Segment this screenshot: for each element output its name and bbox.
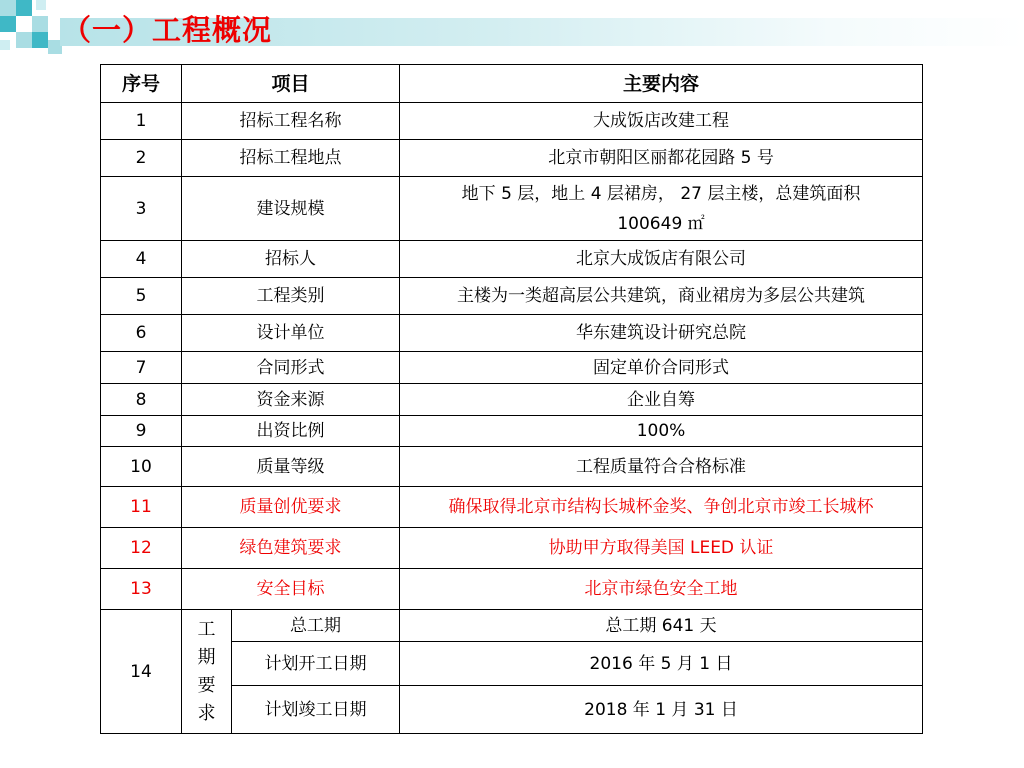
row-item: 出资比例 — [182, 416, 400, 447]
row-item: 招标工程地点 — [182, 140, 400, 177]
project-overview-table — [100, 64, 923, 734]
row-item: 合同形式 — [182, 352, 400, 384]
row-content: 华东建筑设计研究总院 — [400, 315, 923, 352]
table-row-schedule — [101, 610, 923, 642]
table-header-row — [101, 65, 923, 103]
row-content: 北京市朝阳区丽都花园路 5 号 — [400, 140, 923, 177]
title-number: 一 — [92, 13, 123, 47]
row-content: 100% — [400, 416, 923, 447]
header-content: 主要内容 — [400, 65, 923, 103]
row-content: 北京市绿色安全工地 — [400, 569, 923, 610]
row-content: 北京大成饭店有限公司 — [400, 241, 923, 278]
table-row — [101, 352, 923, 384]
table-row — [101, 103, 923, 140]
row-item: 安全目标 — [182, 569, 400, 610]
row-content — [400, 177, 923, 241]
row-no: 13 — [101, 569, 182, 610]
row-content: 2016 年 5 月 1 日 — [400, 642, 923, 686]
title-bracket-close: ） — [122, 13, 153, 47]
row-item: 设计单位 — [182, 315, 400, 352]
row-content: 总工期 641 天 — [400, 610, 923, 642]
row-no: 1 — [101, 103, 182, 140]
row-content: 2018 年 1 月 31 日 — [400, 686, 923, 734]
row-item: 质量等级 — [182, 447, 400, 487]
table-row-highlighted — [101, 569, 923, 610]
row-no: 14 — [101, 610, 182, 734]
row-item: 绿色建筑要求 — [182, 528, 400, 569]
row-no: 9 — [101, 416, 182, 447]
table-row-highlighted — [101, 528, 923, 569]
row-no: 3 — [101, 177, 182, 241]
slide-title — [62, 8, 272, 49]
table-row — [101, 447, 923, 487]
row-item: 建设规模 — [182, 177, 400, 241]
header-no: 序号 — [101, 65, 182, 103]
table-row — [101, 241, 923, 278]
row-content-line2: 100649 ㎡ — [617, 213, 705, 234]
row-item: 招标工程名称 — [182, 103, 400, 140]
row-no: 7 — [101, 352, 182, 384]
header-item: 项目 — [182, 65, 400, 103]
row-content: 企业自筹 — [400, 384, 923, 416]
row-item: 计划开工日期 — [232, 642, 400, 686]
row-item: 工程类别 — [182, 278, 400, 315]
row-no: 11 — [101, 487, 182, 528]
table-row — [101, 315, 923, 352]
row-content: 确保取得北京市结构长城杯金奖、争创北京市竣工长城杯 — [400, 487, 923, 528]
row-content: 协助甲方取得美国 LEED 认证 — [400, 528, 923, 569]
row-item: 质量创优要求 — [182, 487, 400, 528]
row-item: 招标人 — [182, 241, 400, 278]
title-bracket-open: （ — [62, 13, 93, 47]
table-row — [101, 384, 923, 416]
title-text: 工程概况 — [152, 13, 273, 47]
row-no: 6 — [101, 315, 182, 352]
table-row — [101, 278, 923, 315]
schedule-group-label: 工期要求 — [182, 610, 232, 734]
row-no: 8 — [101, 384, 182, 416]
row-content: 固定单价合同形式 — [400, 352, 923, 384]
table-row — [101, 177, 923, 241]
row-content-line1: 地下 5 层，地上 4 层裙房， 27 层主楼，总建筑面积 — [461, 183, 861, 204]
row-content: 大成饭店改建工程 — [400, 103, 923, 140]
table-row — [101, 140, 923, 177]
row-no: 10 — [101, 447, 182, 487]
row-item: 资金来源 — [182, 384, 400, 416]
row-item: 总工期 — [232, 610, 400, 642]
row-no: 4 — [101, 241, 182, 278]
table-row — [101, 416, 923, 447]
row-no: 5 — [101, 278, 182, 315]
row-item: 计划竣工日期 — [232, 686, 400, 734]
row-content: 工程质量符合合格标准 — [400, 447, 923, 487]
row-no: 2 — [101, 140, 182, 177]
row-content: 主楼为一类超高层公共建筑，商业裙房为多层公共建筑 — [400, 278, 923, 315]
row-no: 12 — [101, 528, 182, 569]
table-row-highlighted — [101, 487, 923, 528]
